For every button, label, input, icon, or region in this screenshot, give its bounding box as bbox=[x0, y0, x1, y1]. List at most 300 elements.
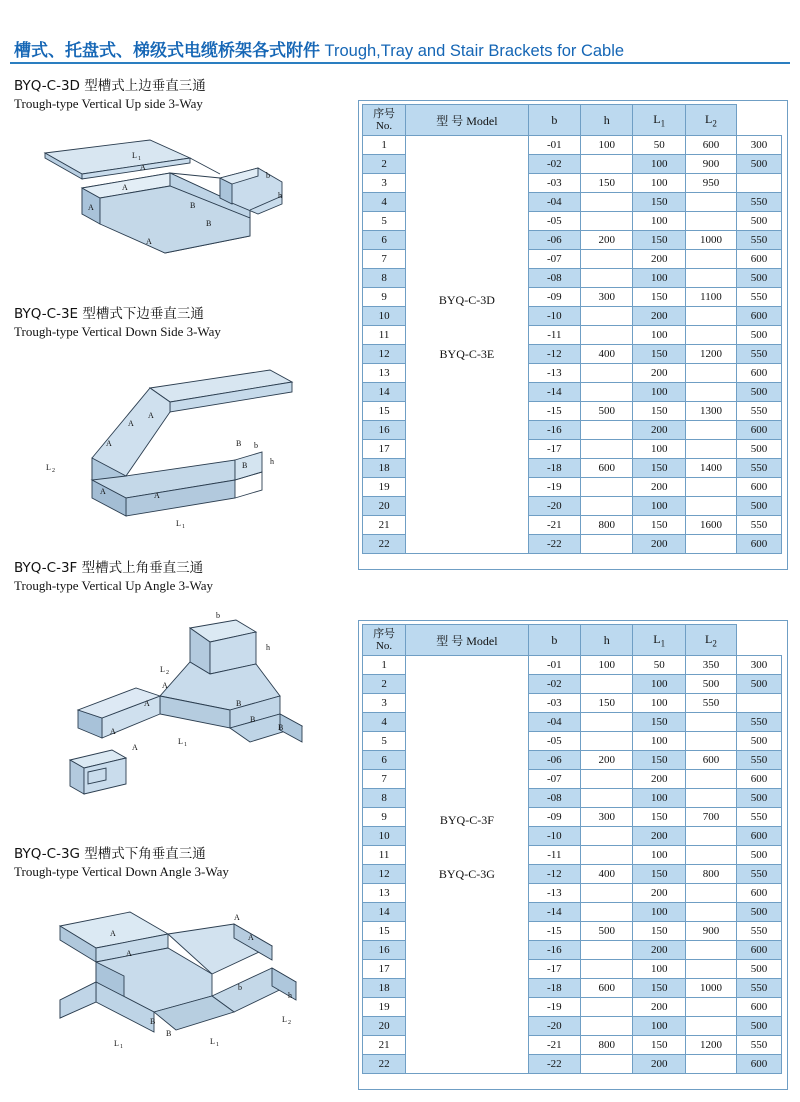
cell-b bbox=[581, 250, 633, 269]
cell-code: -13 bbox=[528, 364, 580, 383]
cell-b: 500 bbox=[581, 922, 633, 941]
svg-text:B: B bbox=[190, 201, 196, 210]
cell-no: 19 bbox=[363, 998, 406, 1017]
svg-text:1: 1 bbox=[216, 1042, 219, 1048]
svg-text:b: b bbox=[216, 611, 220, 620]
cell-b bbox=[581, 193, 633, 212]
cell-no: 9 bbox=[363, 808, 406, 827]
svg-text:L: L bbox=[178, 737, 183, 746]
page-title bbox=[14, 36, 624, 61]
caption-en: Trough-type Vertical Up Angle 3-Way bbox=[14, 578, 213, 593]
cell-code: -05 bbox=[528, 732, 580, 751]
table-row bbox=[363, 656, 782, 675]
cell-code: -06 bbox=[528, 231, 580, 250]
drawing-byq-c-3f bbox=[40, 610, 320, 820]
cell-no: 2 bbox=[363, 675, 406, 694]
cell-h: 200 bbox=[633, 884, 685, 903]
cell-l1 bbox=[685, 440, 736, 459]
cell-no: 1 bbox=[363, 656, 406, 675]
cell-code: -07 bbox=[528, 250, 580, 269]
cell-l2: 550 bbox=[736, 979, 781, 998]
cell-no: 18 bbox=[363, 979, 406, 998]
cell-h: 200 bbox=[633, 364, 685, 383]
svg-text:h: h bbox=[288, 991, 292, 1000]
cell-l2: 500 bbox=[736, 960, 781, 979]
svg-text:2: 2 bbox=[166, 670, 169, 676]
caption-cn: BYQ-C-3G 型槽式下角垂直三通 bbox=[14, 846, 206, 862]
cell-b: 400 bbox=[581, 345, 633, 364]
page-title-en: Trough,Tray and Stair Brackets for Cable bbox=[324, 42, 625, 60]
cell-b bbox=[581, 364, 633, 383]
drawing-byq-c-3d bbox=[20, 118, 320, 278]
cell-b: 200 bbox=[581, 751, 633, 770]
header-l1: $L_1$ bbox=[633, 625, 685, 656]
cell-b bbox=[581, 421, 633, 440]
cell-h: 100 bbox=[633, 174, 685, 193]
caption-cn: BYQ-C-3F 型槽式上角垂直三通 bbox=[14, 560, 204, 576]
svg-text:A: A bbox=[88, 203, 94, 212]
cell-l1 bbox=[685, 941, 736, 960]
caption-cn: BYQ-C-3E 型槽式下边垂直三通 bbox=[14, 306, 204, 322]
cell-b bbox=[581, 535, 633, 554]
cell-l2: 600 bbox=[736, 250, 781, 269]
cell-b: 400 bbox=[581, 865, 633, 884]
cell-l2: 500 bbox=[736, 269, 781, 288]
page-title-cn: 槽式、托盘式、梯级式电缆桥架各式附件 bbox=[14, 41, 320, 61]
cell-no: 11 bbox=[363, 846, 406, 865]
cell-l1 bbox=[685, 250, 736, 269]
cell-model-group bbox=[406, 136, 529, 554]
cell-h: 100 bbox=[633, 903, 685, 922]
svg-text:b: b bbox=[238, 983, 242, 992]
svg-text:B: B bbox=[236, 439, 242, 448]
cell-l2: 500 bbox=[736, 326, 781, 345]
cell-no: 8 bbox=[363, 269, 406, 288]
cell-no: 13 bbox=[363, 364, 406, 383]
cell-l2: 500 bbox=[736, 846, 781, 865]
cell-l1: 550 bbox=[685, 694, 736, 713]
cell-h: 150 bbox=[633, 865, 685, 884]
svg-text:A: A bbox=[122, 183, 128, 192]
cell-code: -15 bbox=[528, 922, 580, 941]
cell-code: -18 bbox=[528, 979, 580, 998]
cell-code: -01 bbox=[528, 656, 580, 675]
cell-code: -06 bbox=[528, 751, 580, 770]
svg-text:B: B bbox=[236, 699, 242, 708]
cell-l1 bbox=[685, 421, 736, 440]
cell-l2: 550 bbox=[736, 345, 781, 364]
cell-h: 100 bbox=[633, 694, 685, 713]
cell-l2: 550 bbox=[736, 402, 781, 421]
cell-l1 bbox=[685, 903, 736, 922]
cell-l1 bbox=[685, 478, 736, 497]
cell-no: 5 bbox=[363, 732, 406, 751]
cell-l2: 550 bbox=[736, 459, 781, 478]
cell-code: -21 bbox=[528, 516, 580, 535]
cell-h: 200 bbox=[633, 770, 685, 789]
cell-l1 bbox=[685, 789, 736, 808]
cell-code: -03 bbox=[528, 694, 580, 713]
cell-h: 150 bbox=[633, 979, 685, 998]
svg-text:L: L bbox=[132, 151, 137, 160]
cell-h: 150 bbox=[633, 193, 685, 212]
cell-l2: 600 bbox=[736, 770, 781, 789]
table-byq-c-3d-3e bbox=[362, 104, 782, 554]
cell-no: 20 bbox=[363, 1017, 406, 1036]
cell-l1: 600 bbox=[685, 751, 736, 770]
svg-text:A: A bbox=[128, 419, 134, 428]
cell-l1 bbox=[685, 307, 736, 326]
cell-no: 12 bbox=[363, 345, 406, 364]
cell-no: 12 bbox=[363, 865, 406, 884]
caption-byq-c-3d bbox=[14, 78, 206, 112]
svg-text:A: A bbox=[162, 681, 168, 690]
cell-b bbox=[581, 326, 633, 345]
cell-b: 300 bbox=[581, 808, 633, 827]
cell-l2: 500 bbox=[736, 789, 781, 808]
caption-byq-c-3g bbox=[14, 846, 229, 880]
table-row bbox=[363, 136, 782, 155]
cell-code: -05 bbox=[528, 212, 580, 231]
svg-text:b: b bbox=[254, 441, 258, 450]
cell-l2: 500 bbox=[736, 732, 781, 751]
cell-no: 14 bbox=[363, 903, 406, 922]
cell-h: 150 bbox=[633, 922, 685, 941]
cell-no: 15 bbox=[363, 922, 406, 941]
cell-code: -19 bbox=[528, 478, 580, 497]
cell-b bbox=[581, 846, 633, 865]
svg-text:B: B bbox=[250, 715, 256, 724]
cell-no: 22 bbox=[363, 1055, 406, 1074]
header-l2: $L_2$ bbox=[685, 105, 736, 136]
cell-h: 100 bbox=[633, 675, 685, 694]
cell-no: 21 bbox=[363, 516, 406, 535]
cell-code: -16 bbox=[528, 941, 580, 960]
cell-no: 7 bbox=[363, 770, 406, 789]
cell-b bbox=[581, 155, 633, 174]
cell-h: 200 bbox=[633, 998, 685, 1017]
cell-h: 100 bbox=[633, 440, 685, 459]
table-header-row bbox=[363, 105, 782, 136]
cell-b bbox=[581, 212, 633, 231]
cell-h: 150 bbox=[633, 808, 685, 827]
cell-l1 bbox=[685, 884, 736, 903]
cell-l1 bbox=[685, 713, 736, 732]
cell-l1 bbox=[685, 846, 736, 865]
svg-text:1: 1 bbox=[120, 1044, 123, 1050]
svg-text:h: h bbox=[266, 643, 270, 652]
cell-code: -22 bbox=[528, 535, 580, 554]
cell-no: 2 bbox=[363, 155, 406, 174]
cell-code: -09 bbox=[528, 288, 580, 307]
cell-b: 800 bbox=[581, 516, 633, 535]
svg-text:A: A bbox=[248, 933, 254, 942]
svg-text:A: A bbox=[100, 487, 106, 496]
cell-h: 150 bbox=[633, 231, 685, 250]
cell-l2: 550 bbox=[736, 231, 781, 250]
cell-l2 bbox=[736, 174, 781, 193]
header-l1: $L_1$ bbox=[633, 105, 685, 136]
table-body bbox=[363, 656, 782, 1074]
header-no: 序号 No. bbox=[363, 625, 406, 656]
cell-l1 bbox=[685, 326, 736, 345]
table-byq-c-3f-3g bbox=[362, 624, 782, 1074]
caption-en: Trough-type Vertical Up side 3-Way bbox=[14, 96, 203, 111]
cell-h: 200 bbox=[633, 250, 685, 269]
cell-b bbox=[581, 960, 633, 979]
cell-l2: 600 bbox=[736, 307, 781, 326]
svg-text:B: B bbox=[278, 723, 284, 732]
cell-l1 bbox=[685, 269, 736, 288]
cell-l2: 600 bbox=[736, 364, 781, 383]
cell-l1 bbox=[685, 1055, 736, 1074]
cell-l1 bbox=[685, 998, 736, 1017]
svg-text:h: h bbox=[278, 191, 282, 200]
svg-text:A: A bbox=[154, 491, 160, 500]
cell-l1: 600 bbox=[685, 136, 736, 155]
cell-code: -10 bbox=[528, 827, 580, 846]
cell-code: -03 bbox=[528, 174, 580, 193]
header-divider bbox=[10, 62, 790, 64]
cell-b bbox=[581, 884, 633, 903]
cell-h: 100 bbox=[633, 846, 685, 865]
cell-code: -14 bbox=[528, 903, 580, 922]
cell-l2: 550 bbox=[736, 516, 781, 535]
cell-l2: 500 bbox=[736, 212, 781, 231]
svg-text:1: 1 bbox=[184, 742, 187, 748]
cell-no: 13 bbox=[363, 884, 406, 903]
cell-code: -22 bbox=[528, 1055, 580, 1074]
cell-h: 100 bbox=[633, 326, 685, 345]
cell-h: 150 bbox=[633, 402, 685, 421]
cell-no: 16 bbox=[363, 421, 406, 440]
cell-no: 14 bbox=[363, 383, 406, 402]
cell-l2: 300 bbox=[736, 656, 781, 675]
cell-l2: 550 bbox=[736, 288, 781, 307]
cell-h: 200 bbox=[633, 827, 685, 846]
cell-b bbox=[581, 478, 633, 497]
model-label-2: BYQ-C-3E bbox=[439, 346, 495, 361]
cell-b bbox=[581, 713, 633, 732]
header-no: 序号 No. bbox=[363, 105, 406, 136]
cell-l2: 600 bbox=[736, 535, 781, 554]
header-b: b bbox=[528, 625, 580, 656]
svg-text:A: A bbox=[148, 411, 154, 420]
svg-text:A: A bbox=[126, 949, 132, 958]
cell-no: 10 bbox=[363, 827, 406, 846]
cell-code: -13 bbox=[528, 884, 580, 903]
svg-text:A: A bbox=[110, 929, 116, 938]
table-body bbox=[363, 136, 782, 554]
cell-code: -11 bbox=[528, 326, 580, 345]
svg-text:B: B bbox=[166, 1029, 172, 1038]
cell-l1 bbox=[685, 535, 736, 554]
svg-text:1: 1 bbox=[138, 156, 141, 162]
cell-code: -16 bbox=[528, 421, 580, 440]
svg-text:b: b bbox=[266, 171, 270, 180]
cell-b bbox=[581, 789, 633, 808]
header-model: 型 号 Model bbox=[406, 625, 529, 656]
cell-h: 100 bbox=[633, 155, 685, 174]
cell-h: 100 bbox=[633, 1017, 685, 1036]
svg-text:L: L bbox=[282, 1015, 287, 1024]
cell-b bbox=[581, 732, 633, 751]
cell-l2: 500 bbox=[736, 383, 781, 402]
cell-l2: 550 bbox=[736, 808, 781, 827]
cell-h: 200 bbox=[633, 535, 685, 554]
cell-l1: 1000 bbox=[685, 979, 736, 998]
cell-h: 100 bbox=[633, 383, 685, 402]
cell-no: 22 bbox=[363, 535, 406, 554]
svg-text:A: A bbox=[140, 163, 146, 172]
table-header-row bbox=[363, 625, 782, 656]
cell-b: 600 bbox=[581, 459, 633, 478]
cell-code: -17 bbox=[528, 960, 580, 979]
cell-code: -08 bbox=[528, 269, 580, 288]
cell-code: -15 bbox=[528, 402, 580, 421]
svg-text:B: B bbox=[206, 219, 212, 228]
cell-l1 bbox=[685, 193, 736, 212]
cell-no: 15 bbox=[363, 402, 406, 421]
cell-no: 19 bbox=[363, 478, 406, 497]
cell-no: 1 bbox=[363, 136, 406, 155]
cell-l2: 550 bbox=[736, 751, 781, 770]
cell-l2: 550 bbox=[736, 1036, 781, 1055]
cell-code: -04 bbox=[528, 193, 580, 212]
cell-code: -21 bbox=[528, 1036, 580, 1055]
cell-code: -08 bbox=[528, 789, 580, 808]
svg-text:L: L bbox=[176, 519, 181, 528]
model-label-2: BYQ-C-3G bbox=[438, 866, 495, 881]
cell-l1: 900 bbox=[685, 922, 736, 941]
cell-l2: 600 bbox=[736, 827, 781, 846]
cell-l1: 1200 bbox=[685, 345, 736, 364]
cell-no: 7 bbox=[363, 250, 406, 269]
cell-b bbox=[581, 440, 633, 459]
cell-l1 bbox=[685, 383, 736, 402]
cell-no: 17 bbox=[363, 960, 406, 979]
cell-b: 200 bbox=[581, 231, 633, 250]
cell-code: -01 bbox=[528, 136, 580, 155]
cell-l2: 550 bbox=[736, 713, 781, 732]
cell-h: 100 bbox=[633, 960, 685, 979]
cell-h: 200 bbox=[633, 1055, 685, 1074]
cell-no: 3 bbox=[363, 694, 406, 713]
cell-b bbox=[581, 941, 633, 960]
cell-l1 bbox=[685, 960, 736, 979]
cell-code: -02 bbox=[528, 155, 580, 174]
cell-no: 9 bbox=[363, 288, 406, 307]
cell-no: 6 bbox=[363, 231, 406, 250]
cell-l1: 950 bbox=[685, 174, 736, 193]
svg-text:A: A bbox=[110, 727, 116, 736]
cell-l1: 1600 bbox=[685, 516, 736, 535]
cell-h: 100 bbox=[633, 269, 685, 288]
svg-text:2: 2 bbox=[288, 1020, 291, 1026]
svg-text:A: A bbox=[132, 743, 138, 752]
svg-text:L: L bbox=[46, 463, 51, 472]
svg-text:L: L bbox=[160, 665, 165, 674]
cell-code: -02 bbox=[528, 675, 580, 694]
cell-no: 20 bbox=[363, 497, 406, 516]
caption-byq-c-3f bbox=[14, 560, 213, 594]
cell-code: -10 bbox=[528, 307, 580, 326]
cell-b: 600 bbox=[581, 979, 633, 998]
cell-l2: 500 bbox=[736, 497, 781, 516]
cell-l2: 600 bbox=[736, 941, 781, 960]
cell-h: 200 bbox=[633, 941, 685, 960]
cell-h: 150 bbox=[633, 1036, 685, 1055]
cell-code: -19 bbox=[528, 998, 580, 1017]
cell-l1 bbox=[685, 1017, 736, 1036]
cell-h: 150 bbox=[633, 288, 685, 307]
cell-no: 8 bbox=[363, 789, 406, 808]
cell-l1: 1400 bbox=[685, 459, 736, 478]
svg-text:L: L bbox=[210, 1037, 215, 1046]
cell-no: 18 bbox=[363, 459, 406, 478]
cell-b: 100 bbox=[581, 136, 633, 155]
cell-b: 800 bbox=[581, 1036, 633, 1055]
cell-b bbox=[581, 1017, 633, 1036]
cell-b: 300 bbox=[581, 288, 633, 307]
cell-no: 17 bbox=[363, 440, 406, 459]
cell-l2: 500 bbox=[736, 903, 781, 922]
cell-l1: 800 bbox=[685, 865, 736, 884]
cell-l1: 500 bbox=[685, 675, 736, 694]
cell-code: -20 bbox=[528, 497, 580, 516]
cell-b: 150 bbox=[581, 694, 633, 713]
cell-code: -12 bbox=[528, 865, 580, 884]
cell-b bbox=[581, 383, 633, 402]
svg-text:A: A bbox=[106, 439, 112, 448]
cell-h: 100 bbox=[633, 789, 685, 808]
model-label-1: BYQ-C-3D bbox=[438, 292, 495, 307]
caption-en: Trough-type Vertical Down Side 3-Way bbox=[14, 324, 221, 339]
cell-l2: 550 bbox=[736, 922, 781, 941]
cell-code: -14 bbox=[528, 383, 580, 402]
cell-no: 6 bbox=[363, 751, 406, 770]
cell-l1: 700 bbox=[685, 808, 736, 827]
cell-h: 150 bbox=[633, 713, 685, 732]
svg-text:A: A bbox=[234, 913, 240, 922]
cell-b bbox=[581, 497, 633, 516]
header-h: h bbox=[581, 105, 633, 136]
cell-l2: 500 bbox=[736, 675, 781, 694]
cell-h: 150 bbox=[633, 516, 685, 535]
cell-no: 11 bbox=[363, 326, 406, 345]
caption-en: Trough-type Vertical Down Angle 3-Way bbox=[14, 864, 229, 879]
cell-l1: 1000 bbox=[685, 231, 736, 250]
cell-l2: 550 bbox=[736, 193, 781, 212]
cell-h: 200 bbox=[633, 478, 685, 497]
cell-b bbox=[581, 1055, 633, 1074]
cell-l2: 600 bbox=[736, 884, 781, 903]
cell-no: 4 bbox=[363, 713, 406, 732]
caption-byq-c-3e bbox=[14, 306, 221, 340]
cell-l1: 1200 bbox=[685, 1036, 736, 1055]
cell-h: 150 bbox=[633, 751, 685, 770]
header-b: b bbox=[528, 105, 580, 136]
cell-no: 21 bbox=[363, 1036, 406, 1055]
svg-text:1: 1 bbox=[182, 524, 185, 530]
cell-l2 bbox=[736, 694, 781, 713]
cell-model-group bbox=[406, 656, 529, 1074]
cell-l1 bbox=[685, 364, 736, 383]
cell-l2: 500 bbox=[736, 1017, 781, 1036]
cell-h: 100 bbox=[633, 497, 685, 516]
cell-l1: 350 bbox=[685, 656, 736, 675]
cell-l2: 550 bbox=[736, 865, 781, 884]
